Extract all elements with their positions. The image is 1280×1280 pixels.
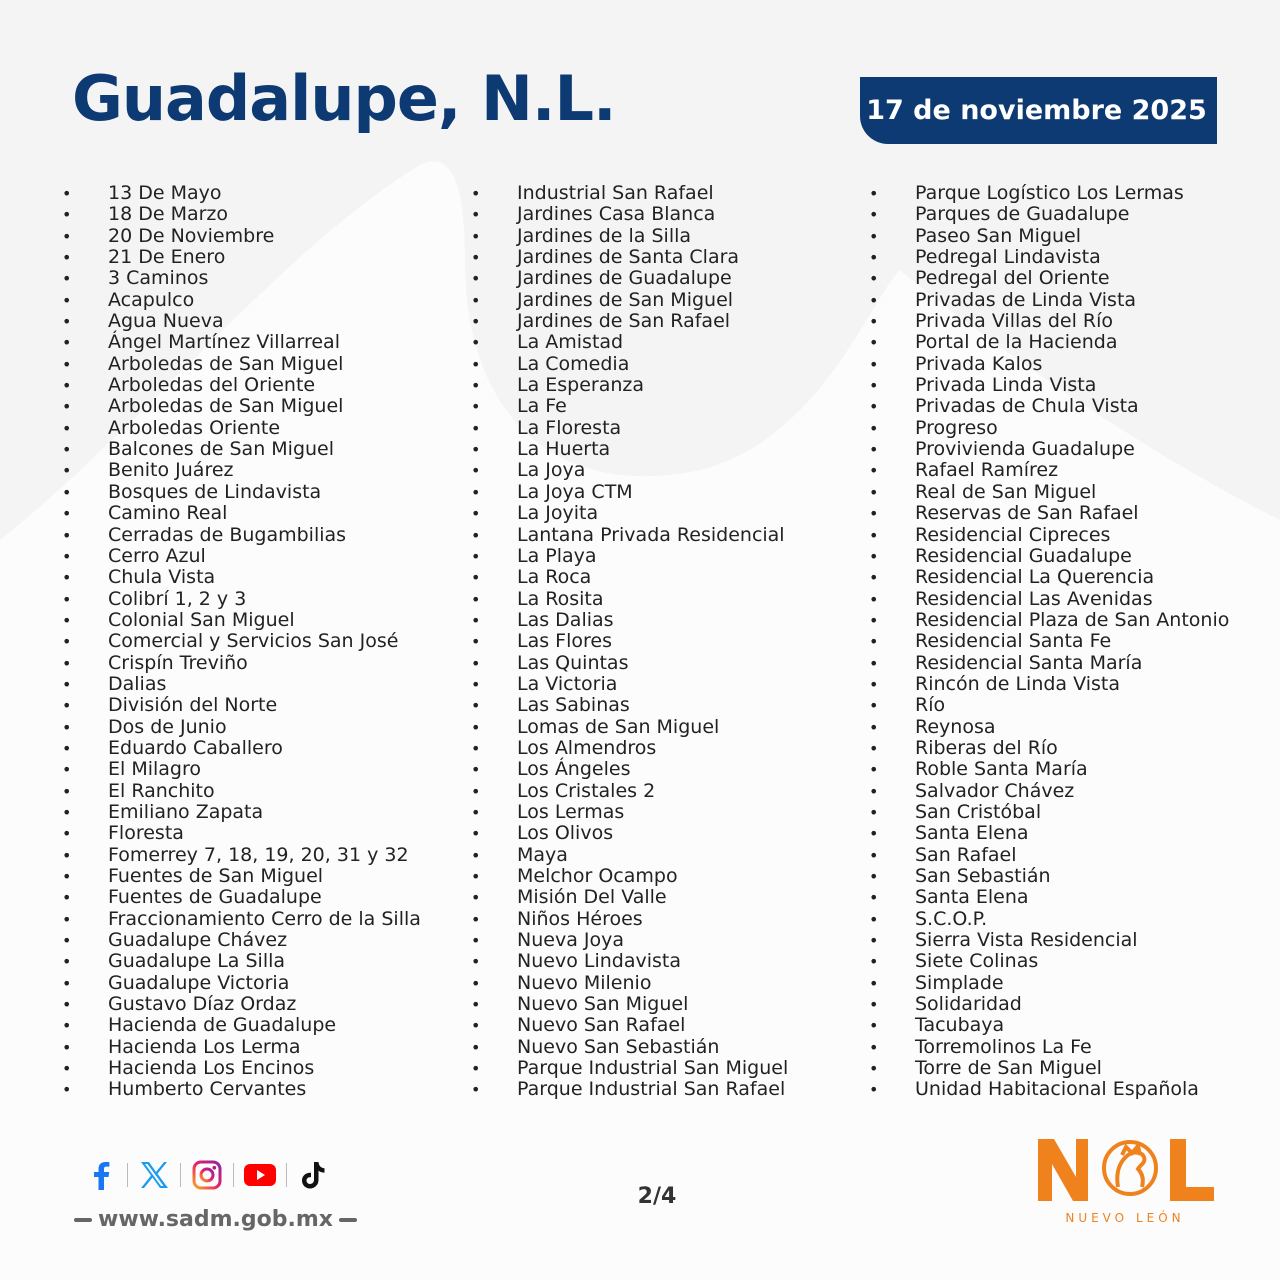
list-item: • Rincón de Linda Vista — [915, 674, 1229, 695]
list-item: • Salvador Chávez — [915, 781, 1229, 802]
social-links — [84, 1158, 330, 1192]
list-item: • Tacubaya — [915, 1015, 1229, 1036]
icon-separator — [127, 1163, 128, 1187]
list-item: • Arboledas de San Miguel — [108, 354, 421, 375]
list-item: • Privadas de Chula Vista — [915, 396, 1229, 417]
list-item: • Fuentes de San Miguel — [108, 866, 421, 887]
list-item: • Simplade — [915, 973, 1229, 994]
list-item: • Privada Villas del Río — [915, 311, 1229, 332]
list-item: • Fuentes de Guadalupe — [108, 887, 421, 908]
list-item: • Colonial San Miguel — [108, 610, 421, 631]
list-item: • Dos de Junio — [108, 717, 421, 738]
list-item: • 20 De Noviembre — [108, 226, 421, 247]
list-item: • Parque Logístico Los Lermas — [915, 183, 1229, 204]
list-item: • Santa Elena — [915, 887, 1229, 908]
list-item: • El Milagro — [108, 759, 421, 780]
icon-separator — [286, 1163, 287, 1187]
list-item: • Las Quintas — [517, 653, 788, 674]
list-item: • Jardines Casa Blanca — [517, 204, 788, 225]
list-item: • Guadalupe Victoria — [108, 973, 421, 994]
list-item: • Rafael Ramírez — [915, 460, 1229, 481]
list-item: • Provivienda Guadalupe — [915, 439, 1229, 460]
list-item: • Reynosa — [915, 717, 1229, 738]
list-item: • Fomerrey 7, 18, 19, 20, 31 y 32 — [108, 845, 421, 866]
list-item: • 21 De Enero — [108, 247, 421, 268]
list-item: • El Ranchito — [108, 781, 421, 802]
list-item: • Progreso — [915, 418, 1229, 439]
list-item: • Privada Linda Vista — [915, 375, 1229, 396]
list-item: • Nueva Joya — [517, 930, 788, 951]
list-item: • Privadas de Linda Vista — [915, 290, 1229, 311]
list-item: • Eduardo Caballero — [108, 738, 421, 759]
list-item: • Residencial Santa Fe — [915, 631, 1229, 652]
list-item: • Balcones de San Miguel — [108, 439, 421, 460]
list-item: • Residencial Cipreces — [915, 525, 1229, 546]
instagram-icon[interactable] — [190, 1158, 224, 1192]
list-item: • Residencial Santa María — [915, 653, 1229, 674]
list-item: • La Playa — [517, 546, 788, 567]
date-badge: 17 de noviembre 2025 — [860, 77, 1217, 144]
list-item: • Melchor Ocampo — [517, 866, 788, 887]
list-item: • Sierra Vista Residencial — [915, 930, 1229, 951]
list-item: • 13 De Mayo — [108, 183, 421, 204]
list-item: • Jardines de Guadalupe — [517, 268, 788, 289]
dash-decoration — [339, 1218, 357, 1222]
list-item: • Arboledas Oriente — [108, 418, 421, 439]
list-item: • La Comedia — [517, 354, 788, 375]
page-number: 2/4 — [637, 1184, 677, 1209]
list-item: • San Sebastián — [915, 866, 1229, 887]
list-item: • Riberas del Río — [915, 738, 1229, 759]
dash-decoration — [74, 1218, 92, 1222]
list-item: • La Huerta — [517, 439, 788, 460]
list-item: • Gustavo Díaz Ordaz — [108, 994, 421, 1015]
list-item: • Privada Kalos — [915, 354, 1229, 375]
colonias-list-column-2 — [517, 183, 788, 1101]
page-title: Guadalupe, N.L. — [72, 62, 616, 135]
list-item: • Residencial Plaza de San Antonio — [915, 610, 1229, 631]
colonias-list-column-1 — [108, 183, 421, 1101]
list-item: • Guadalupe La Silla — [108, 951, 421, 972]
list-item: • Paseo San Miguel — [915, 226, 1229, 247]
list-item: • Agua Nueva — [108, 311, 421, 332]
list-item: • Las Sabinas — [517, 695, 788, 716]
list-item: • Río — [915, 695, 1229, 716]
list-item: • Unidad Habitacional Española — [915, 1079, 1229, 1100]
list-item: • La Esperanza — [517, 375, 788, 396]
list-item: • Jardines de San Rafael — [517, 311, 788, 332]
list-item: • La Roca — [517, 567, 788, 588]
list-item: • Ángel Martínez Villarreal — [108, 332, 421, 353]
list-item: • Hacienda Los Lerma — [108, 1037, 421, 1058]
list-item: • Las Dalias — [517, 610, 788, 631]
list-item: • Nuevo San Rafael — [517, 1015, 788, 1036]
list-item: • Pedregal Lindavista — [915, 247, 1229, 268]
list-item: • Guadalupe Chávez — [108, 930, 421, 951]
list-item: • Colibrí 1, 2 y 3 — [108, 589, 421, 610]
list-item: • La Amistad — [517, 332, 788, 353]
list-item: • La Joya — [517, 460, 788, 481]
list-item: • Cerro Azul — [108, 546, 421, 567]
list-item: • Roble Santa María — [915, 759, 1229, 780]
list-item: • Nuevo San Miguel — [517, 994, 788, 1015]
list-item: • La Rosita — [517, 589, 788, 610]
list-item: • Maya — [517, 845, 788, 866]
list-item: • Portal de la Hacienda — [915, 332, 1229, 353]
list-item: • Torremolinos La Fe — [915, 1037, 1229, 1058]
list-item: • Jardines de Santa Clara — [517, 247, 788, 268]
list-item: • Siete Colinas — [915, 951, 1229, 972]
list-item: • Chula Vista — [108, 567, 421, 588]
list-item: • Benito Juárez — [108, 460, 421, 481]
list-item: • Residencial Las Avenidas — [915, 589, 1229, 610]
list-item: • San Rafael — [915, 845, 1229, 866]
list-item: • Hacienda Los Encinos — [108, 1058, 421, 1079]
list-item: • 18 De Marzo — [108, 204, 421, 225]
list-item: • Parque Industrial San Miguel — [517, 1058, 788, 1079]
list-item: • Niños Héroes — [517, 909, 788, 930]
list-item: • Real de San Miguel — [915, 482, 1229, 503]
list-item: • Arboledas de San Miguel — [108, 396, 421, 417]
list-item: • Solidaridad — [915, 994, 1229, 1015]
list-item: • San Cristóbal — [915, 802, 1229, 823]
list-item: • S.C.O.P. — [915, 909, 1229, 930]
nuevo-leon-logo — [1030, 1135, 1220, 1205]
list-item: • Cerradas de Bugambilias — [108, 525, 421, 546]
list-item: • Nuevo Milenio — [517, 973, 788, 994]
list-item: • Emiliano Zapata — [108, 802, 421, 823]
list-item: • Comercial y Servicios San José — [108, 631, 421, 652]
list-item: • Pedregal del Oriente — [915, 268, 1229, 289]
list-item: • Dalias — [108, 674, 421, 695]
list-item: • Los Lermas — [517, 802, 788, 823]
list-item: • Lantana Privada Residencial — [517, 525, 788, 546]
list-item: • La Joyita — [517, 503, 788, 524]
icon-separator — [233, 1163, 234, 1187]
list-item: • Bosques de Lindavista — [108, 482, 421, 503]
list-item: • Nuevo Lindavista — [517, 951, 788, 972]
list-item: • Santa Elena — [915, 823, 1229, 844]
list-item: • Los Cristales 2 — [517, 781, 788, 802]
list-item: • Residencial Guadalupe — [915, 546, 1229, 567]
list-item: • Humberto Cervantes — [108, 1079, 421, 1100]
list-item: • Arboledas del Oriente — [108, 375, 421, 396]
list-item: • Lomas de San Miguel — [517, 717, 788, 738]
list-item: • La Fe — [517, 396, 788, 417]
list-item: • División del Norte — [108, 695, 421, 716]
icon-separator — [180, 1163, 181, 1187]
list-item: • Torre de San Miguel — [915, 1058, 1229, 1079]
list-item: • 3 Caminos — [108, 268, 421, 289]
list-item: • Los Almendros — [517, 738, 788, 759]
x-twitter-icon[interactable] — [137, 1158, 171, 1192]
list-item: • Acapulco — [108, 290, 421, 311]
list-item: • Crispín Treviño — [108, 653, 421, 674]
colonias-list-column-3 — [915, 183, 1229, 1101]
list-item: • Camino Real — [108, 503, 421, 524]
list-item: • Parque Industrial San Rafael — [517, 1079, 788, 1100]
list-item: • Misión Del Valle — [517, 887, 788, 908]
list-item: • Jardines de la Silla — [517, 226, 788, 247]
youtube-icon[interactable] — [243, 1158, 277, 1192]
tiktok-icon[interactable] — [296, 1158, 330, 1192]
list-item: • Fraccionamiento Cerro de la Silla — [108, 909, 421, 930]
list-item: • Floresta — [108, 823, 421, 844]
list-item: • Parques de Guadalupe — [915, 204, 1229, 225]
list-item: • Los Olivos — [517, 823, 788, 844]
list-item: • Nuevo San Sebastián — [517, 1037, 788, 1058]
facebook-icon[interactable] — [84, 1158, 118, 1192]
website-url[interactable] — [68, 1207, 363, 1232]
list-item: • La Joya CTM — [517, 482, 788, 503]
website-text: www.sadm.gob.mx — [98, 1207, 333, 1232]
list-item: • Las Flores — [517, 631, 788, 652]
list-item: • Reservas de San Rafael — [915, 503, 1229, 524]
list-item: • Los Ángeles — [517, 759, 788, 780]
list-item: • Residencial La Querencia — [915, 567, 1229, 588]
list-item: • La Floresta — [517, 418, 788, 439]
list-item: • Hacienda de Guadalupe — [108, 1015, 421, 1036]
list-item: • La Victoria — [517, 674, 788, 695]
logo-caption: NUEVO LEÓN — [1065, 1211, 1185, 1225]
list-item: • Jardines de San Miguel — [517, 290, 788, 311]
list-item: • Industrial San Rafael — [517, 183, 788, 204]
